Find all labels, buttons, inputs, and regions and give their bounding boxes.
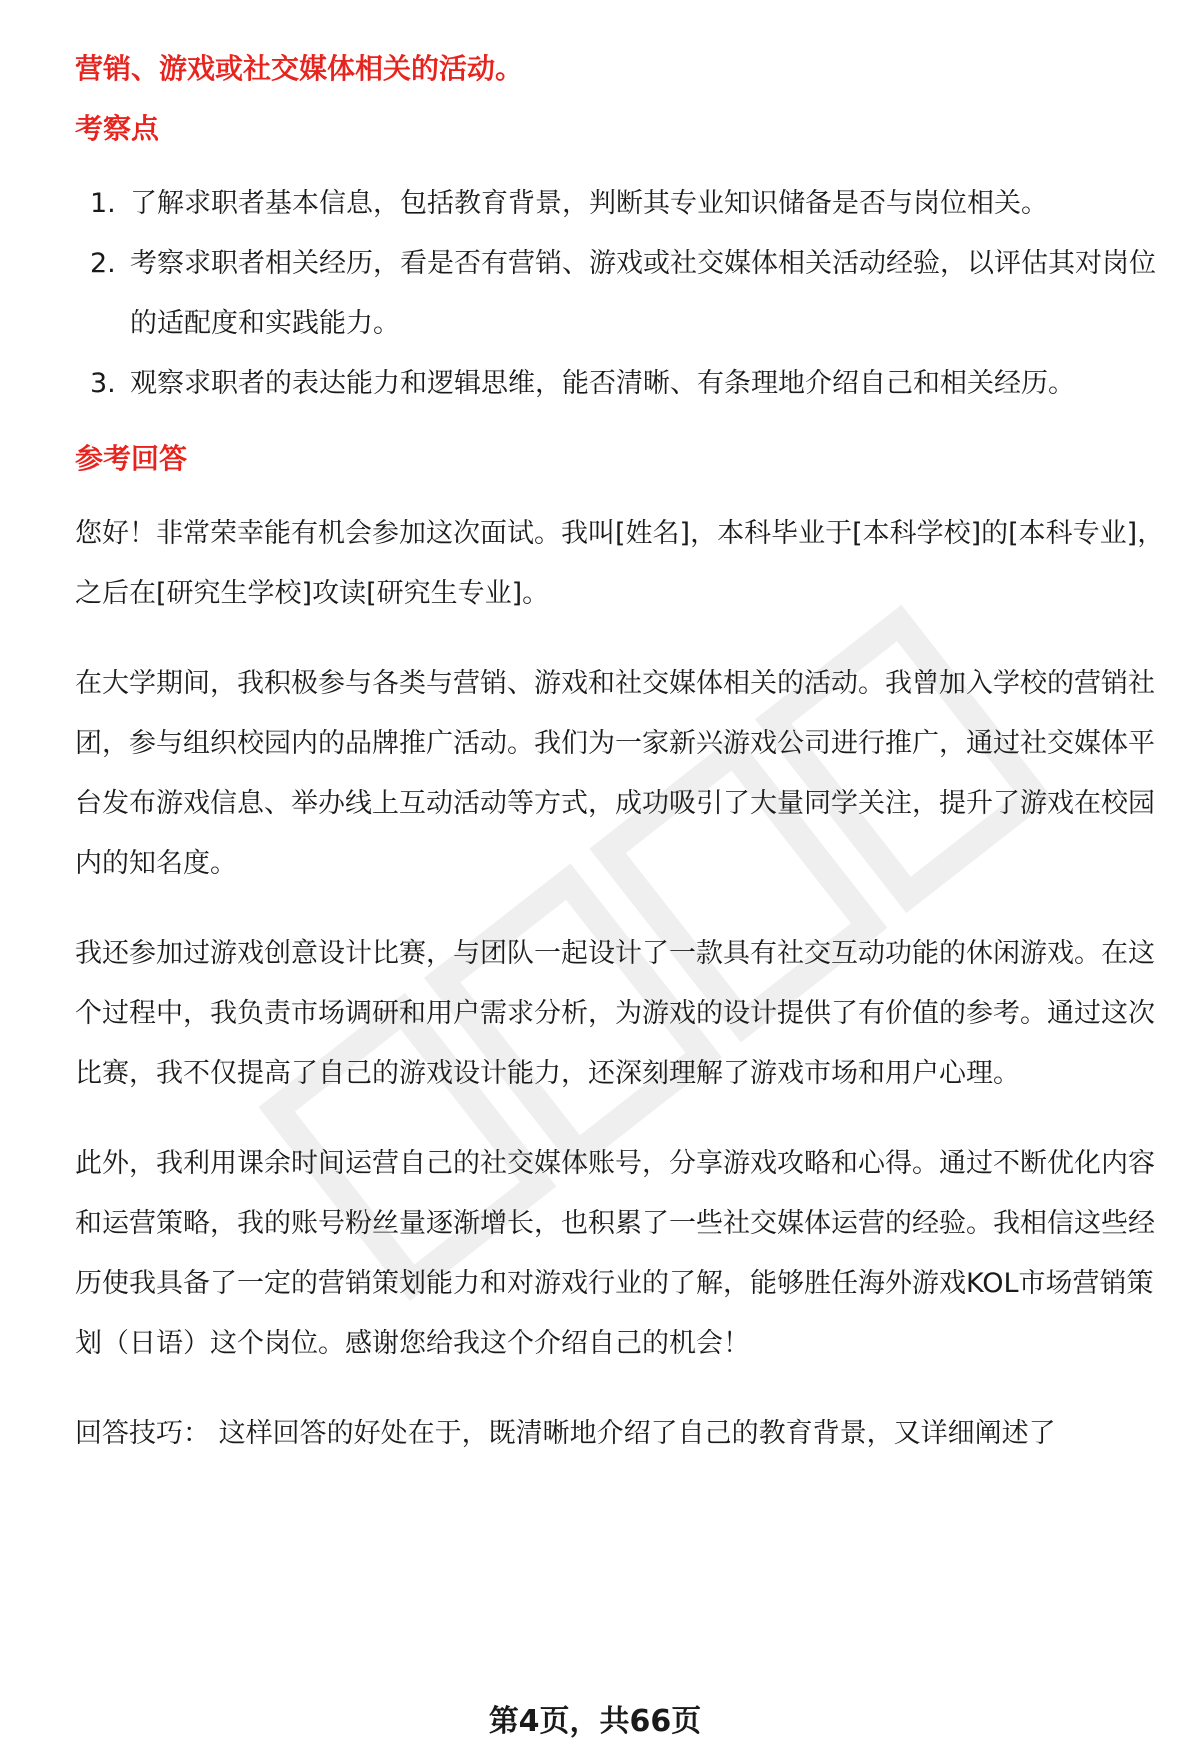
answer-paragraph: 在大学期间，我积极参与各类与营销、游戏和社交媒体相关的活动。我曾加入学校的营销社团，参与组织校园内的品牌推广活动。我们为一家新兴游戏公司进行推广，通过社交媒体平台发布游戏信息、举办线上互动活动等方式，成功吸引了大量同学关注，提升了游戏在校园内的知名度。 (75, 668, 1155, 879)
list-item (75, 174, 1165, 234)
answer-paragraph: 您好！非常荣幸能有机会参加这次面试。我叫[姓名]，本科毕业于[本科学校]的[本科专业]，之后在[研究生学校]攻读[研究生专业]。 (75, 518, 1165, 609)
page-number: 第4页，共66页 (488, 1704, 702, 1739)
intro-line: 营销、游戏或社交媒体相关的活动。 (75, 52, 524, 85)
list-item-number: 2. (90, 248, 116, 279)
section-title-answer: 参考回答 (75, 442, 188, 475)
answer-paragraph: 我还参加过游戏创意设计比赛，与团队一起设计了一款具有社交互动功能的休闲游戏。在这个过程中，我负责市场调研和用户需求分析，为游戏的设计提供了有价值的参考。通过这次比赛，我不仅提高了自己的游戏设计能力，还深刻理解了游戏市场和用户心理。 (75, 938, 1155, 1089)
section-title-points: 考察点 (75, 112, 160, 145)
list-item-number: 1. (90, 188, 116, 219)
list-item-text: 了解求职者基本信息，包括教育背景，判断其专业知识储备是否与岗位相关。 (130, 188, 1048, 219)
points-list (75, 174, 1165, 414)
list-item (75, 354, 1165, 414)
list-item-number: 3. (90, 368, 116, 399)
tips-line: 回答技巧： 这样回答的好处在于，既清晰地介绍了自己的教育背景，又详细阐述了 (75, 1418, 1056, 1449)
list-item (75, 234, 1165, 354)
answer-paragraph: 此外，我利用课余时间运营自己的社交媒体账号，分享游戏攻略和心得。通过不断优化内容和运营策略，我的账号粉丝量逐渐增长，也积累了一些社交媒体运营的经验。我相信这些经历使我具备了一定的营销策划能力和对游戏行业的了解，能够胜任海外游戏KOL市场营销策划（日语）这个岗位。感谢您给我这个介绍自己的机会！ (75, 1148, 1155, 1359)
list-item-text: 观察求职者的表达能力和逻辑思维，能否清晰、有条理地介绍自己和相关经历。 (130, 368, 1075, 399)
list-item-text: 考察求职者相关经历，看是否有营销、游戏或社交媒体相关活动经验，以评估其对岗位的适配度和实践能力。 (130, 248, 1156, 339)
main-content (75, 40, 1165, 1464)
